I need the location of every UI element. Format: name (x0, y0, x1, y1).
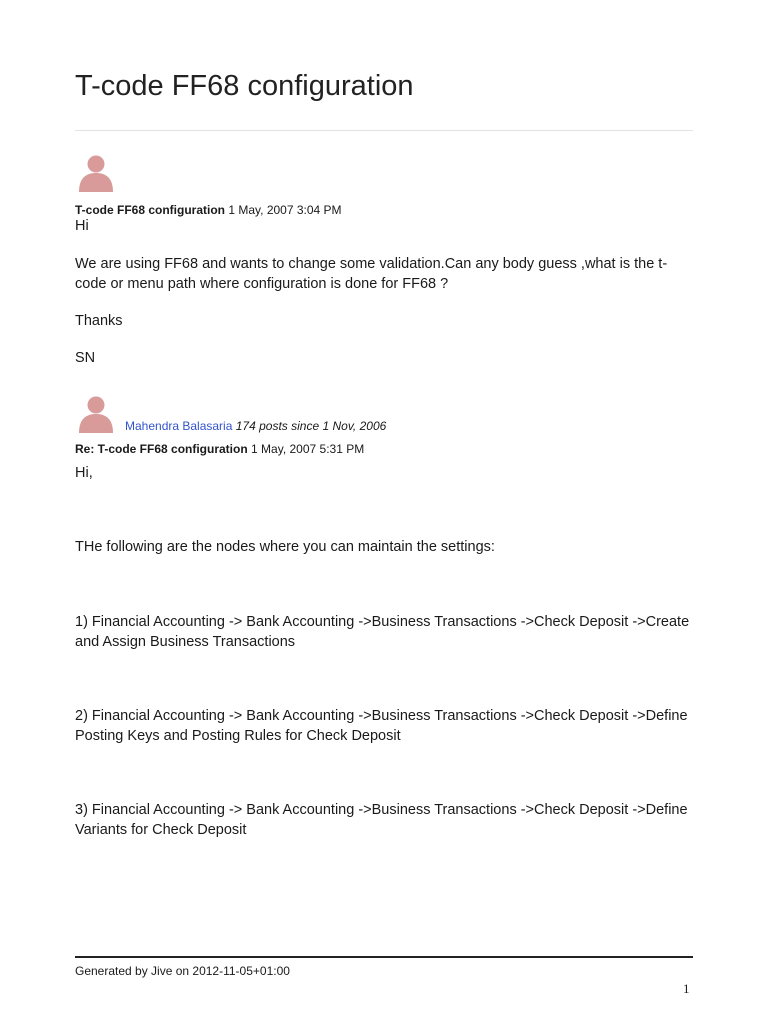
post-body-line: SN (75, 350, 96, 366)
post-body-line: Hi (75, 218, 89, 234)
post-body-line: Thanks (75, 313, 123, 329)
post-body-line: 2) Financial Accounting -> Bank Accounting ->Business Transactions ->Check Deposit ->Define Posting Keys and Posting Rules for Check Deposit (75, 708, 688, 744)
title-divider (75, 130, 693, 131)
post-date: 1 May, 2007 5:31 PM (251, 442, 365, 456)
post-subject: Re: T-code FF68 configuration (75, 442, 248, 456)
post-meta (75, 441, 364, 457)
post-body-line: We are using FF68 and wants to change some validation.Can any body guess ,what is the t-code or menu path where configuration is done for FF68 ? (75, 256, 668, 292)
post-subject: T-code FF68 configuration (75, 203, 226, 217)
user-avatar-icon (75, 152, 117, 192)
user-avatar-icon (75, 393, 117, 433)
footer-divider (75, 956, 693, 958)
post-body-line: 3) Financial Accounting -> Bank Accounting ->Business Transactions ->Check Deposit ->Define Variants for Check Deposit (75, 802, 688, 838)
post-body-line: 1) Financial Accounting -> Bank Accounting ->Business Transactions ->Check Deposit ->Create and Assign Business Transactions (75, 614, 690, 650)
author-line (125, 418, 386, 434)
footer-generated: Generated by Jive on 2012-11-05+01:00 (75, 964, 290, 978)
author-link[interactable]: Mahendra Balasaria (125, 419, 233, 433)
page-number: 1 (683, 981, 690, 996)
post-body-line: THe following are the nodes where you can maintain the settings: (75, 539, 495, 555)
post-date: 1 May, 2007 3:04 PM (228, 203, 342, 217)
post-body-line: Hi, (75, 465, 93, 481)
author-stats: 174 posts since 1 Nov, 2006 (235, 419, 387, 433)
page-title: T-code FF68 configuration (75, 70, 414, 102)
